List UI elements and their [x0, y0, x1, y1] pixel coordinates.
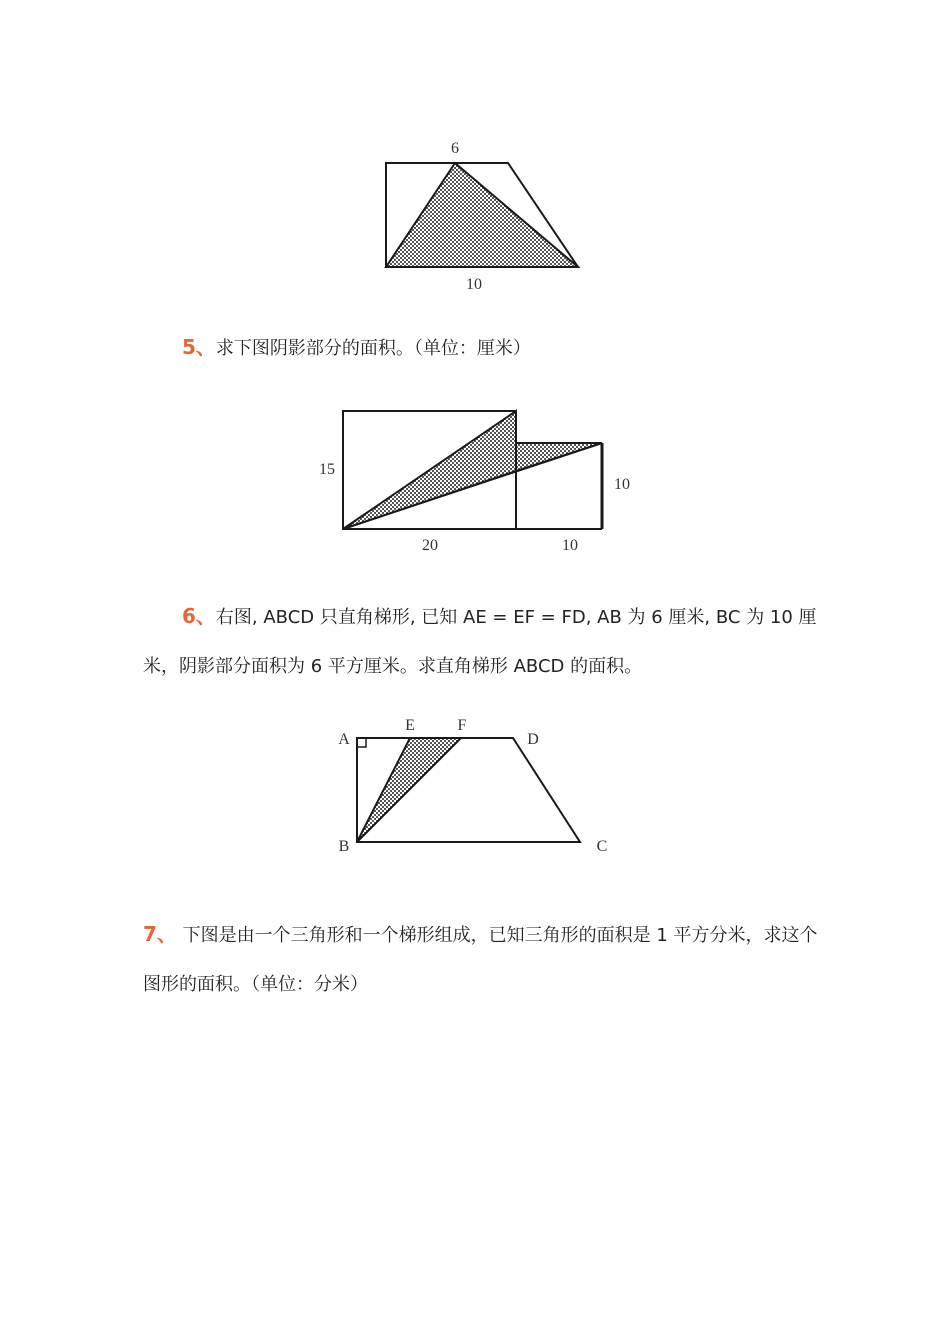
label-d: D: [527, 731, 539, 748]
figure-two-rectangles-shaded: [310, 400, 650, 560]
question-number: 7、: [143, 922, 177, 946]
question-7: [143, 910, 823, 1009]
shaded-triangle: [357, 738, 461, 842]
question-6: [143, 592, 823, 691]
question-text: 下图是由一个三角形和一个梯形组成，已知三角形的面积是 1 平方分米，求这个图形的面积。（单位：分米）: [143, 925, 818, 995]
question-text: 右图, ABCD 只直角梯形, 已知 AE = EF = FD, AB 为 6 厘米, BC 为 10 厘米，阴影部分面积为 6 平方厘米。求直角梯形 ABCD 的面积。: [143, 607, 817, 677]
bottom-right-label: 10: [562, 537, 578, 554]
label-a: A: [338, 731, 350, 748]
top-label: 6: [451, 140, 459, 157]
bottom-label: 10: [466, 276, 482, 293]
figure-right-trapezoid-abcd: [330, 710, 620, 860]
left-label: 15: [319, 461, 335, 478]
label-f: F: [457, 717, 467, 734]
question-number: 6、: [182, 604, 216, 628]
right-label: 10: [614, 476, 630, 493]
question-5: [182, 323, 822, 373]
label-c: C: [596, 838, 608, 855]
question-text: 求下图阴影部分的面积。（单位：厘米）: [215, 338, 531, 359]
shaded-triangle-left: [343, 411, 516, 529]
label-b: B: [338, 838, 350, 855]
bottom-left-label: 20: [422, 537, 438, 554]
figure-trapezoid-shaded-triangle: [370, 135, 600, 295]
right-angle-mark: [357, 738, 366, 747]
question-number: 5、: [182, 335, 216, 359]
shaded-triangle: [386, 163, 578, 267]
label-e: E: [405, 717, 415, 734]
